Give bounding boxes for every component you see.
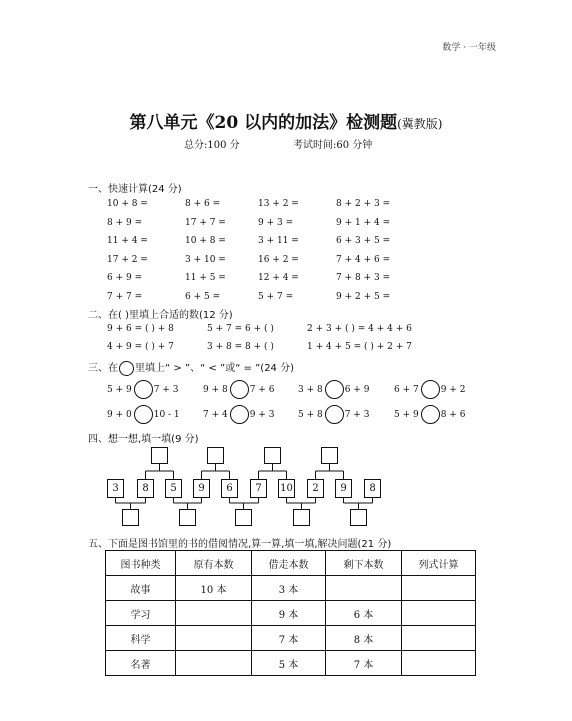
answer-box-top	[207, 447, 224, 464]
compare-right: 8 + 6	[440, 410, 466, 420]
table-cell: 9 本	[252, 601, 326, 626]
table-header-cell: 列式计算	[402, 551, 476, 576]
calc-item: 8 + 6 =	[185, 199, 221, 209]
calc-item: 8 + 2 + 3 =	[336, 199, 391, 209]
answer-box-bottom	[350, 509, 367, 526]
table-row	[106, 626, 476, 651]
table-header-cell: 剩下本数	[326, 551, 402, 576]
fill-item: 9 + 6 = ( ) + 8	[107, 324, 174, 334]
answer-box-bottom	[122, 509, 139, 526]
calc-item: 9 + 1 + 4 =	[336, 217, 391, 228]
table-cell	[402, 626, 476, 651]
number-box: 10	[278, 479, 295, 498]
fill-item: 3 + 8 = 8 + ( )	[207, 342, 274, 352]
number-box: 9	[193, 479, 210, 498]
table-cell: 故事	[106, 576, 176, 601]
calc-item: 3 + 10 =	[185, 254, 226, 265]
compare-left: 5 + 9	[394, 410, 419, 420]
header-label: 数学 · 一年级	[442, 43, 496, 53]
number-box: 6	[221, 479, 238, 498]
table-header-cell: 图书种类	[106, 551, 176, 576]
calc-item: 6 + 3 + 5 =	[336, 236, 391, 246]
calc-item: 10 + 8 =	[185, 236, 226, 246]
sec2-title: 二、在( )里填上合适的数(12 分)	[88, 310, 233, 321]
total-score: 总分:100 分	[184, 140, 240, 151]
table-cell	[402, 576, 476, 601]
table-row	[106, 601, 476, 626]
calc-item: 6 + 9 =	[107, 273, 143, 283]
table-row	[106, 651, 476, 676]
calc-item: 8 + 9 =	[107, 217, 143, 228]
calc-item: 3 + 11 =	[258, 236, 299, 246]
number-box: 2	[307, 479, 324, 498]
compare-left: 9 + 8	[203, 385, 228, 395]
library-table	[105, 550, 476, 676]
calc-item: 17 + 2 =	[107, 254, 148, 265]
table-cell	[176, 651, 252, 676]
table-header-row	[106, 551, 476, 576]
compare-right: 6 + 9	[344, 385, 370, 395]
calc-item: 7 + 7 =	[107, 291, 143, 302]
calc-item: 11 + 4 =	[107, 236, 148, 246]
compare-left: 9 + 0	[107, 410, 132, 420]
table-cell: 6 本	[326, 601, 402, 626]
calc-item: 6 + 5 =	[185, 291, 221, 302]
compare-right: 7 + 6	[249, 385, 275, 395]
answer-box-bottom	[235, 509, 252, 526]
compare-left: 5 + 8	[298, 410, 323, 420]
calc-item: 16 + 2 =	[258, 254, 299, 265]
compare-right: 7 + 3	[153, 385, 179, 395]
fill-item: 5 + 7 = 6 + ( )	[207, 324, 274, 334]
answer-box-top	[264, 447, 281, 464]
sec3-title-a: 三、在	[88, 363, 118, 374]
sec3-title-b: 里填上“ > ”、“ < ”或“ = ”(24 分)	[135, 363, 294, 374]
number-box: 8	[364, 479, 381, 498]
compare-right: 10 - 1	[153, 410, 180, 420]
answer-box-bottom	[293, 509, 310, 526]
table-cell: 7 本	[326, 651, 402, 676]
table-cell: 5 本	[252, 651, 326, 676]
calc-item: 9 + 2 + 5 =	[336, 291, 391, 302]
calc-item: 13 + 2 =	[258, 199, 299, 209]
sec5-title: 五、下面是图书馆里的书的借阅情况,算一算,填一填,解决问题(21 分)	[88, 539, 392, 550]
number-box: 8	[137, 479, 154, 498]
answer-box-bottom	[179, 509, 196, 526]
table-header-cell: 原有本数	[176, 551, 252, 576]
table-cell: 8 本	[326, 626, 402, 651]
calc-item: 7 + 4 + 6 =	[336, 254, 391, 265]
exam-time: 考试时间:60 分钟	[293, 140, 373, 151]
title-main: 第八单元《20 以内的加法》检测题	[129, 113, 398, 133]
table-cell: 名著	[106, 651, 176, 676]
sec4-title: 四、想一想,填一填(9 分)	[88, 434, 199, 445]
calc-item: 9 + 3 =	[258, 217, 294, 228]
table-cell: 科学	[106, 626, 176, 651]
calc-item: 12 + 4 =	[258, 273, 299, 283]
fill-item: 1 + 4 + 5 = ( ) + 2 + 7	[307, 342, 412, 352]
compare-left: 5 + 9	[107, 385, 132, 395]
table-cell	[326, 576, 402, 601]
calc-item: 10 + 8 =	[107, 199, 148, 209]
compare-left: 6 + 7	[394, 385, 419, 395]
table-cell: 3 本	[252, 576, 326, 601]
calc-item: 5 + 7 =	[258, 291, 294, 302]
fill-item: 4 + 9 = ( ) + 7	[107, 342, 174, 352]
title-edition: (冀教版)	[397, 117, 443, 131]
answer-box-top	[321, 447, 338, 464]
table-cell: 学习	[106, 601, 176, 626]
fill-item: 2 + 3 + ( ) = 4 + 4 + 6	[307, 324, 412, 334]
table-cell	[176, 626, 252, 651]
calc-item: 11 + 5 =	[185, 273, 226, 283]
sec1-title: 一、快速计算(24 分)	[88, 184, 182, 195]
table-cell	[402, 601, 476, 626]
table-cell: 10 本	[176, 576, 252, 601]
compare-right: 7 + 3	[344, 410, 370, 420]
table-cell: 7 本	[252, 626, 326, 651]
number-box: 3	[107, 479, 124, 498]
compare-left: 7 + 4	[203, 410, 228, 420]
table-row	[106, 576, 476, 601]
calc-item: 17 + 7 =	[185, 217, 226, 228]
number-box: 7	[250, 479, 267, 498]
compare-right: 9 + 3	[249, 410, 275, 420]
table-header-cell: 借走本数	[252, 551, 326, 576]
compare-right: 9 + 2	[440, 385, 466, 395]
answer-box-top	[151, 447, 168, 464]
table-cell	[176, 601, 252, 626]
number-box: 5	[165, 479, 182, 498]
calc-item: 7 + 8 + 3 =	[336, 273, 391, 283]
number-box: 9	[335, 479, 352, 498]
table-cell	[402, 651, 476, 676]
compare-left: 3 + 8	[298, 385, 323, 395]
